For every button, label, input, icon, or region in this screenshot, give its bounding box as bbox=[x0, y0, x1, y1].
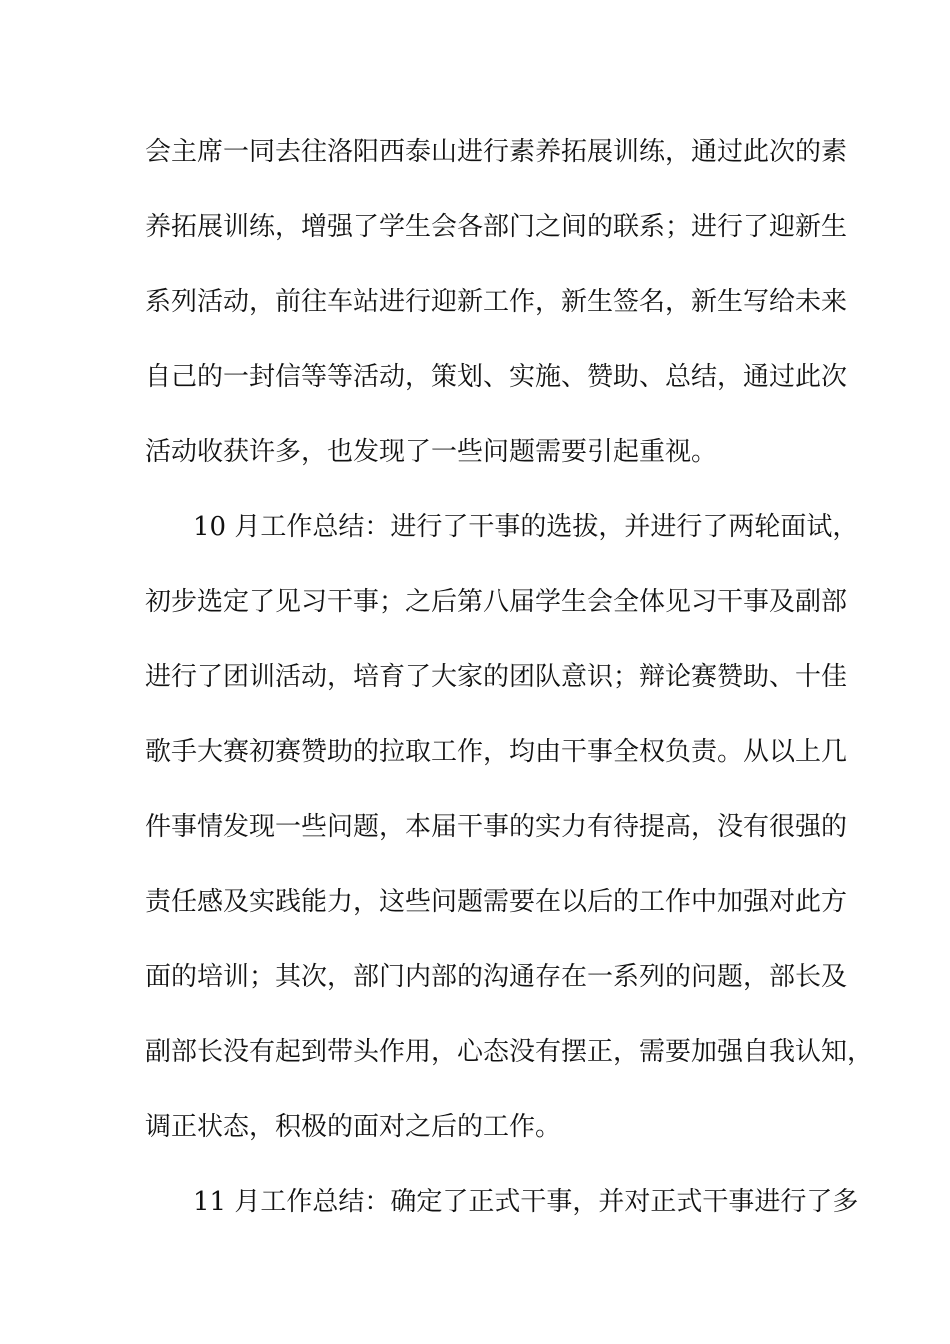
text-line-11: 责任感及实践能力，这些问题需要在以后的工作中加强对此方 bbox=[145, 887, 848, 917]
text-line-10: 件事情发现一些问题，本届干事的实力有待提高，没有很强的 bbox=[145, 812, 848, 842]
text-line-12: 面的培训；其次，部门内部的沟通存在一系列的问题，部长及 bbox=[145, 962, 848, 992]
text-line-1: 会主席一同去往洛阳西泰山进行素养拓展训练，通过此次的素 bbox=[145, 137, 848, 167]
text-line-5: 活动收获许多，也发现了一些问题需要引起重视。 bbox=[145, 437, 718, 467]
text-line-13: 副部长没有起到带头作用，心态没有摆正，需要加强自我认知， bbox=[145, 1037, 874, 1067]
text-line-7: 初步选定了见习干事；之后第八届学生会全体见习干事及副部 bbox=[145, 587, 848, 617]
text-line-2: 养拓展训练，增强了学生会各部门之间的联系；进行了迎新生 bbox=[145, 212, 848, 242]
paragraph-november-start: 11 月工作总结：确定了正式干事，并对正式干事进行了多 bbox=[193, 1187, 859, 1217]
text-line-8: 进行了团训活动，培育了大家的团队意识；辩论赛赞助、十佳 bbox=[145, 662, 848, 692]
text-line-14: 调正状态，积极的面对之后的工作。 bbox=[145, 1112, 562, 1142]
paragraph-october-start: 10 月工作总结：进行了干事的选拔，并进行了两轮面试， bbox=[193, 512, 859, 542]
text-line-3: 系列活动，前往车站进行迎新工作，新生签名，新生写给未来 bbox=[145, 287, 848, 317]
text-line-4: 自己的一封信等等活动，策划、实施、赞助、总结，通过此次 bbox=[145, 362, 848, 392]
text-line-9: 歌手大赛初赛赞助的拉取工作，均由干事全权负责。从以上几 bbox=[145, 737, 848, 767]
